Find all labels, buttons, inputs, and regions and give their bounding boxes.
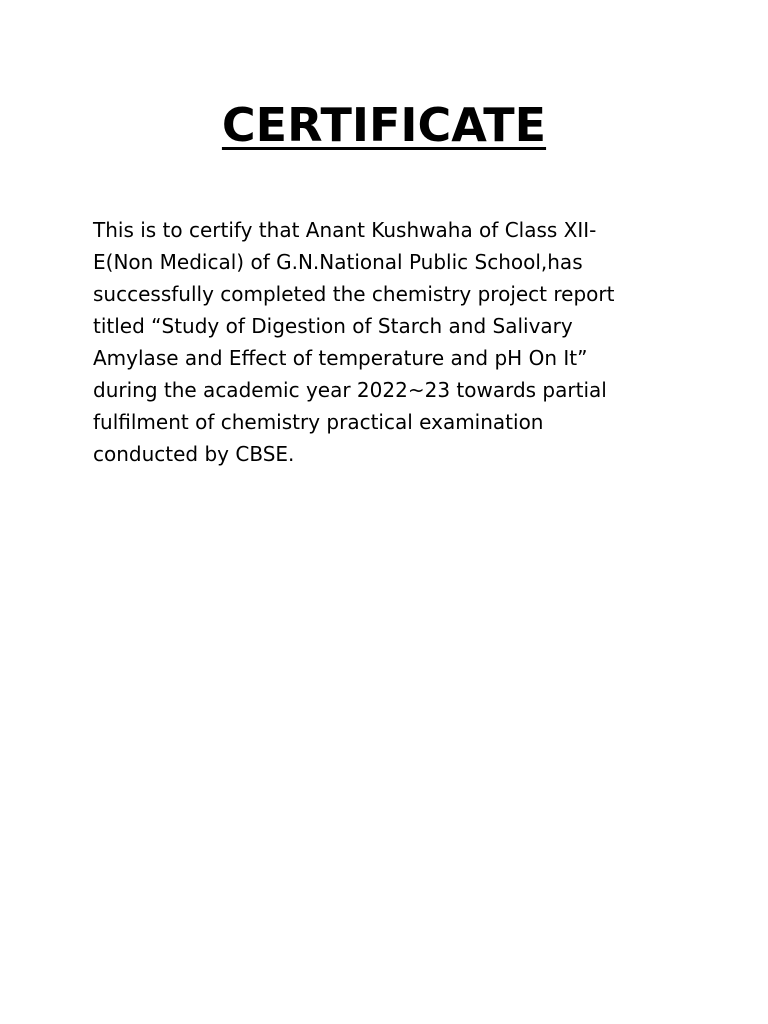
certificate-body bbox=[93, 214, 653, 470]
body-line: successfully completed the chemistry project report bbox=[93, 282, 615, 306]
body-line: This is to certify that Anant Kushwaha of Class XII- bbox=[93, 218, 597, 242]
body-line: during the academic year 2022~23 towards partial bbox=[93, 378, 607, 402]
body-line: Amylase and Effect of temperature and pH On It” bbox=[93, 346, 588, 370]
body-line: fulfilment of chemistry practical examination bbox=[93, 410, 544, 434]
body-line: titled “Study of Digestion of Starch and Salivary bbox=[93, 314, 573, 338]
body-line: E(Non Medical) of G.N.National Public School,has bbox=[93, 250, 583, 274]
certificate-title-text: CERTIFICATE bbox=[221, 98, 547, 152]
certificate-title bbox=[0, 92, 768, 158]
body-line: conducted by CBSE. bbox=[93, 442, 295, 466]
